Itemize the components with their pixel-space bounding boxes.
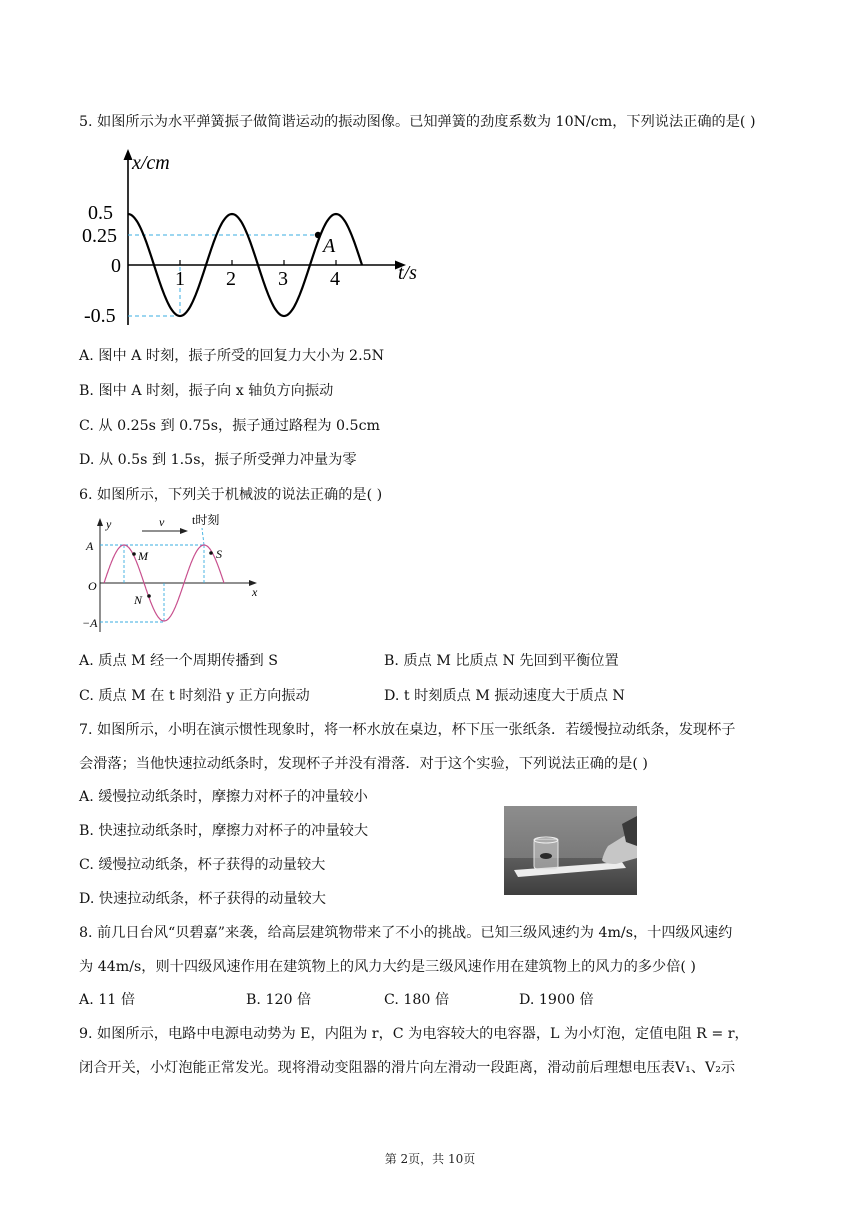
q5-tick-025: 0.25 <box>82 225 117 247</box>
q5-xtick-1: 1 <box>175 268 185 290</box>
q7-cup-photo <box>504 806 637 895</box>
q6-stem: 6. 如图所示，下列关于机械波的说法正确的是( ) <box>79 487 383 503</box>
q5-option-c: C. 从 0.25s 到 0.75s，振子通过路程为 0.5cm <box>79 418 380 434</box>
svg-text:O: O <box>88 579 97 593</box>
q6-point-n <box>147 594 151 598</box>
q8-stem-line1: 8. 前几日台风“贝碧嘉”来袭，给高层建筑物带来了不小的挑战。已知三级风速约为 4m/s，十四级风速约 <box>79 925 733 941</box>
q8-option-d: D. 1900 倍 <box>519 992 594 1008</box>
svg-text:t时刻: t时刻 <box>192 513 220 527</box>
q5-point-a <box>315 232 321 238</box>
svg-text:v: v <box>159 515 165 529</box>
q5-tick-0: 0 <box>111 255 121 277</box>
q6-option-a: A. 质点 M 经一个周期传播到 S <box>79 653 278 669</box>
q5-option-b: B. 图中 A 时刻，振子向 x 轴负方向振动 <box>79 383 334 399</box>
q5-y-label: x/cm <box>132 152 170 174</box>
q5-option-d: D. 从 0.5s 到 1.5s，振子所受弹力冲量为零 <box>79 452 357 468</box>
q7-option-d: D. 快速拉动纸条，杯子获得的动量较大 <box>79 891 326 907</box>
q5-xtick-4: 4 <box>330 268 340 290</box>
svg-text:M: M <box>138 549 148 563</box>
q6-option-d: D. t 时刻质点 M 振动速度大于质点 N <box>384 688 625 704</box>
q7-option-c: C. 缓慢拉动纸条，杯子获得的动量较大 <box>79 857 326 873</box>
q9-stem-line1: 9. 如图所示，电路中电源电动势为 E，内阻为 r，C 为电容较大的电容器，L 为小灯泡，定值电阻 R = r， <box>79 1026 749 1042</box>
q8-stem-line2: 为 44m/s，则十四级风速作用在建筑物上的风力大约是三级风速作用在建筑物上的风力的多少倍( ) <box>79 959 696 975</box>
q6-point-s <box>209 551 213 555</box>
svg-text:A: A <box>86 539 94 553</box>
q6-wave-graph <box>80 512 265 634</box>
page-footer: 第 2页，共 10页 <box>384 1152 476 1166</box>
q7-option-b: B. 快速拉动纸条时，摩擦力对杯子的冲量较大 <box>79 823 369 839</box>
q8-option-a: A. 11 倍 <box>79 992 136 1008</box>
q8-option-c: C. 180 倍 <box>384 992 450 1008</box>
q6-option-b: B. 质点 M 比质点 N 先回到平衡位置 <box>384 653 619 669</box>
q5-stem: 5. 如图所示为水平弹簧振子做简谐运动的振动图像。已知弹簧的劲度系数为 10N/cm，下列说法正确的是( ) <box>79 114 756 130</box>
q5-x-label: t/s <box>398 262 417 284</box>
q6-option-c: C. 质点 M 在 t 时刻沿 y 正方向振动 <box>79 688 310 704</box>
q7-option-a: A. 缓慢拉动纸条时，摩擦力对杯子的冲量较小 <box>79 789 368 805</box>
q5-xtick-3: 3 <box>278 268 288 290</box>
q5-tick-neg05: -0.5 <box>84 305 116 327</box>
q5-point-a-label: A <box>323 235 336 257</box>
q7-stem-line2: 会滑落；当他快速拉动纸条时，发现杯子并没有滑落．对于这个实验，下列说法正确的是( ) <box>79 756 648 772</box>
q7-stem-line1: 7. 如图所示，小明在演示惯性现象时，将一杯水放在桌边，杯下压一张纸条．若缓慢拉动纸条，发现杯子 <box>79 722 736 738</box>
svg-text:N: N <box>134 593 143 607</box>
svg-text:S: S <box>216 547 222 561</box>
q5-tick-05: 0.5 <box>88 202 113 224</box>
svg-text:x: x <box>252 585 258 599</box>
svg-text:−A: −A <box>82 616 98 630</box>
q6-point-m <box>132 552 136 556</box>
q5-xtick-2: 2 <box>226 268 236 290</box>
svg-text:y: y <box>106 517 112 531</box>
q9-stem-line2: 闭合开关，小灯泡能正常发光。现将滑动变阻器的滑片向左滑动一段距离，滑动前后理想电压表V₁、V₂示 <box>79 1060 736 1076</box>
q5-option-a: A. 图中 A 时刻，振子所受的回复力大小为 2.5N <box>79 348 385 364</box>
q8-option-b: B. 120 倍 <box>246 992 312 1008</box>
q5-vibration-graph <box>80 145 425 330</box>
